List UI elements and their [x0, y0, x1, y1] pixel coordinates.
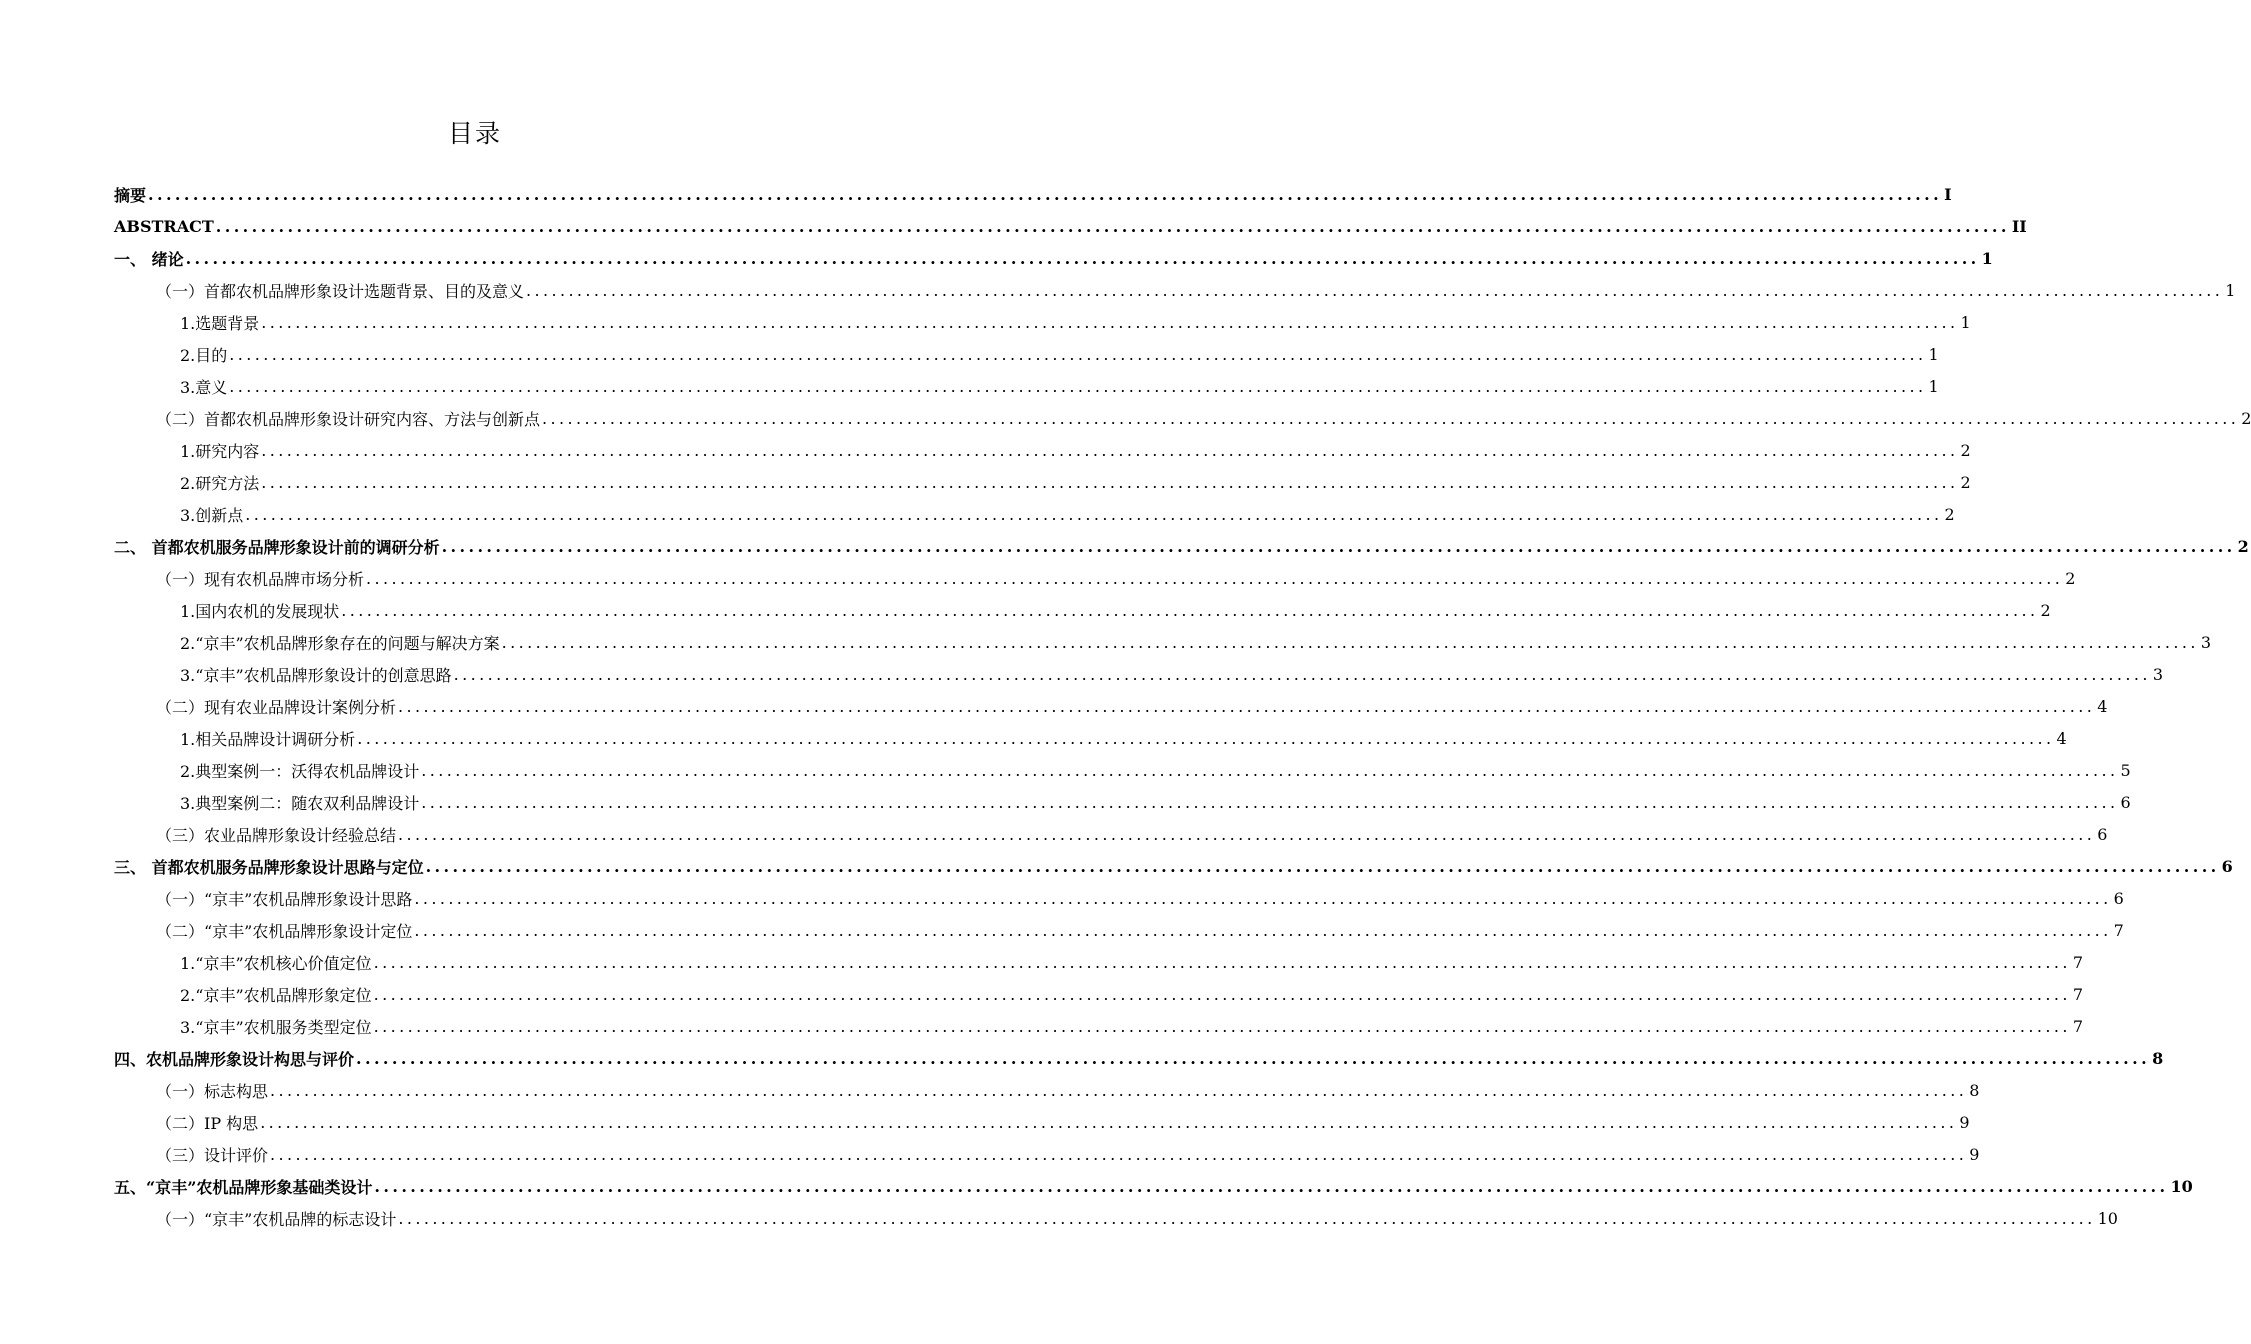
- toc-entry-label: 1.选题背景: [180, 313, 260, 333]
- toc-entry-page: 2: [1960, 472, 1971, 492]
- toc-leader-dots: ........................................................................................................................................................................................................: [441, 536, 2236, 556]
- toc-entry-label: 2.“京丰”农机品牌形象存在的问题与解决方案: [180, 633, 500, 653]
- toc-entry[interactable]: [114, 530, 2249, 562]
- toc-entry-page: 3: [2200, 632, 2212, 652]
- toc-entry-label: （一）标志构思: [156, 1081, 269, 1101]
- toc-entry-page: 1: [1928, 376, 1939, 396]
- toc-entry-page: 2: [1960, 440, 1971, 460]
- toc-entry-label: 2.典型案例一：沃得农机品牌设计: [180, 761, 420, 781]
- toc-entry-page: 8: [1969, 1080, 1980, 1100]
- toc-entry-label: 2.目的: [180, 345, 228, 365]
- toc-entry[interactable]: [114, 466, 1971, 498]
- toc-entry-page: 10: [2170, 1176, 2193, 1196]
- toc-leader-dots: ........................................................................................................................................................................................................: [229, 376, 1927, 396]
- toc-leader-dots: ........................................................................................................................................................................................................: [270, 1080, 1968, 1100]
- toc-entry[interactable]: [114, 562, 2076, 594]
- toc-entry-page: 2: [1944, 504, 1955, 524]
- toc-entry-page: 6: [2120, 792, 2131, 812]
- toc-leader-dots: ........................................................................................................................................................................................................: [542, 408, 2240, 428]
- toc-leader-dots: ........................................................................................................................................................................................................: [215, 216, 2010, 236]
- toc-entry[interactable]: [114, 498, 1955, 530]
- toc-leader-dots: ........................................................................................................................................................................................................: [357, 728, 2055, 748]
- toc-entry[interactable]: [114, 594, 2051, 626]
- toc-entry-page: I: [1944, 184, 1952, 204]
- toc-entry-page: 1: [1981, 248, 1993, 268]
- toc-entry-page: 6: [2221, 856, 2233, 876]
- toc-entry[interactable]: [114, 978, 2084, 1010]
- toc-entry[interactable]: [114, 722, 2067, 754]
- toc-leader-dots: ........................................................................................................................................................................................................: [398, 696, 2096, 716]
- toc-entry-label: （一）首都农机品牌形象设计选题背景、目的及意义: [156, 281, 525, 301]
- toc-entry-label: 3.创新点: [180, 505, 244, 525]
- toc-leader-dots: ........................................................................................................................................................................................................: [260, 1112, 1958, 1132]
- toc-entry-page: 10: [2097, 1208, 2118, 1228]
- toc-leader-dots: ........................................................................................................................................................................................................: [398, 824, 2096, 844]
- toc-entry-page: 9: [1959, 1112, 1970, 1132]
- toc-entry-label: 1.国内农机的发展现状: [180, 601, 340, 621]
- toc-leader-dots: ........................................................................................................................................................................................................: [398, 1208, 2096, 1228]
- toc-entry[interactable]: [114, 274, 2236, 306]
- toc-entry[interactable]: [114, 626, 2212, 658]
- toc-entry[interactable]: [114, 914, 2124, 946]
- toc-entry[interactable]: [114, 1170, 2193, 1202]
- toc-leader-dots: ........................................................................................................................................................................................................: [425, 856, 2220, 876]
- toc-entry-label: （二）首都农机品牌形象设计研究内容、方法与创新点: [156, 409, 541, 429]
- toc-leader-dots: ........................................................................................................................................................................................................: [373, 952, 2071, 972]
- toc-leader-dots: ........................................................................................................................................................................................................: [526, 280, 2224, 300]
- toc-entry-label: （三）设计评价: [156, 1145, 269, 1165]
- toc-entry[interactable]: [114, 1010, 2084, 1042]
- toc-entry[interactable]: [114, 1074, 1980, 1106]
- toc-leader-dots: ........................................................................................................................................................................................................: [453, 664, 2151, 684]
- toc-entry-page: 7: [2113, 920, 2124, 940]
- toc-entry[interactable]: [114, 370, 1939, 402]
- toc-entry-label: （一）“京丰”农机品牌形象设计思路: [156, 889, 413, 909]
- toc-entry-page: 4: [2097, 696, 2108, 716]
- toc-leader-dots: ........................................................................................................................................................................................................: [229, 344, 1927, 364]
- toc-entry-page: 2: [2040, 600, 2051, 620]
- toc-entry[interactable]: [114, 1202, 2118, 1234]
- toc-entry-label: 3.典型案例二：随农双利品牌设计: [180, 793, 420, 813]
- toc-entry-label: 1.相关品牌设计调研分析: [180, 729, 356, 749]
- toc-leader-dots: ........................................................................................................................................................................................................: [148, 184, 1943, 204]
- toc-entry-label: 一、 绪论: [114, 249, 184, 269]
- toc-entry-label: （二）现有农业品牌设计案例分析: [156, 697, 397, 717]
- toc-entry-label: （一）“京丰”农机品牌的标志设计: [156, 1209, 397, 1229]
- toc-entry-label: 三、 首都农机服务品牌形象设计思路与定位: [114, 857, 424, 877]
- toc-leader-dots: ........................................................................................................................................................................................................: [374, 1176, 2169, 1196]
- toc-leader-dots: ........................................................................................................................................................................................................: [414, 920, 2112, 940]
- toc-entry-label: 1.“京丰”农机核心价值定位: [180, 953, 372, 973]
- toc-entry-label: 2.研究方法: [180, 473, 260, 493]
- toc-leader-dots: ........................................................................................................................................................................................................: [501, 632, 2199, 652]
- toc-entry[interactable]: [114, 754, 2131, 786]
- toc-leader-dots: ........................................................................................................................................................................................................: [373, 1016, 2071, 1036]
- toc-entry-page: 2: [2237, 536, 2249, 556]
- toc-leader-dots: ........................................................................................................................................................................................................: [341, 600, 2039, 620]
- toc-entry[interactable]: [114, 882, 2124, 914]
- toc-entry[interactable]: [114, 818, 2108, 850]
- toc-leader-dots: ........................................................................................................................................................................................................: [421, 760, 2119, 780]
- toc-entry[interactable]: [114, 1042, 2164, 1074]
- toc-entry-label: 2.“京丰”农机品牌形象定位: [180, 985, 372, 1005]
- toc-leader-dots: ........................................................................................................................................................................................................: [261, 312, 1959, 332]
- page-title: 目录: [447, 119, 502, 148]
- toc-entry-label: （三）农业品牌形象设计经验总结: [156, 825, 397, 845]
- toc-entry-page: 6: [2113, 888, 2124, 908]
- toc-leader-dots: ........................................................................................................................................................................................................: [421, 792, 2119, 812]
- toc-entry[interactable]: [114, 338, 1939, 370]
- toc-entry-page: 1: [1960, 312, 1971, 332]
- toc-entry[interactable]: [114, 690, 2108, 722]
- toc-entry-page: 2: [2241, 408, 2251, 428]
- toc-leader-dots: ........................................................................................................................................................................................................: [366, 568, 2064, 588]
- toc-entry-label: 四、农机品牌形象设计构思与评价: [114, 1049, 355, 1069]
- toc-entry-page: 3: [2152, 664, 2164, 684]
- toc-entry[interactable]: [114, 210, 2027, 242]
- toc-entry-label: 五、“京丰”农机品牌形象基础类设计: [114, 1177, 373, 1197]
- toc-entry[interactable]: [114, 402, 2251, 434]
- toc-entry-page: 5: [2120, 760, 2131, 780]
- toc-entry-page: 1: [1928, 344, 1939, 364]
- toc-entry-label: （一）现有农机品牌市场分析: [156, 569, 365, 589]
- toc-leader-dots: ........................................................................................................................................................................................................: [356, 1048, 2151, 1068]
- toc-entry-page: II: [2011, 216, 2027, 236]
- toc-entry[interactable]: [114, 434, 1971, 466]
- toc-entry-page: 4: [2056, 728, 2067, 748]
- toc-entry-page: 1: [2225, 280, 2236, 300]
- toc-leader-dots: ........................................................................................................................................................................................................: [185, 248, 1980, 268]
- toc-entry[interactable]: [114, 178, 1952, 210]
- toc-entry-page: 7: [2072, 984, 2084, 1004]
- toc-entry-page: 6: [2097, 824, 2108, 844]
- toc-entry-page: 7: [2072, 1016, 2084, 1036]
- toc-entry-label: 摘要: [114, 185, 147, 205]
- toc-entry-page: 7: [2072, 952, 2084, 972]
- toc-entry-label: 3.“京丰”农机品牌形象设计的创意思路: [180, 665, 452, 685]
- toc-entry[interactable]: [114, 786, 2131, 818]
- toc-entry[interactable]: [114, 1138, 1980, 1170]
- toc-entry[interactable]: [114, 946, 2084, 978]
- toc-entry-label: ABSTRACT: [114, 216, 214, 236]
- toc-entry[interactable]: [114, 242, 1993, 274]
- toc-entry-label: （二）“京丰”农机品牌形象设计定位: [156, 921, 413, 941]
- toc-leader-dots: ........................................................................................................................................................................................................: [245, 504, 1943, 524]
- toc-entry[interactable]: [114, 306, 1971, 338]
- toc-entry-page: 9: [1969, 1144, 1980, 1164]
- toc-leader-dots: ........................................................................................................................................................................................................: [414, 888, 2112, 908]
- toc-entry[interactable]: [114, 850, 2233, 882]
- toc-entry-page: 2: [2065, 568, 2076, 588]
- toc-entry-label: 二、 首都农机服务品牌形象设计前的调研分析: [114, 537, 440, 557]
- toc-entry[interactable]: [114, 658, 2164, 690]
- toc-leader-dots: ........................................................................................................................................................................................................: [270, 1144, 1968, 1164]
- toc-entry-label: 3.意义: [180, 377, 228, 397]
- table-of-contents: [114, 178, 2251, 1234]
- toc-entry[interactable]: [114, 1106, 1970, 1138]
- toc-entry-label: （二）IP 构思: [156, 1113, 259, 1133]
- toc-entry-page: 8: [2152, 1048, 2164, 1068]
- toc-leader-dots: ........................................................................................................................................................................................................: [373, 984, 2071, 1004]
- toc-entry-label: 3.“京丰”农机服务类型定位: [180, 1017, 372, 1037]
- toc-leader-dots: ........................................................................................................................................................................................................: [261, 472, 1959, 492]
- toc-entry-label: 1.研究内容: [180, 441, 260, 461]
- toc-leader-dots: ........................................................................................................................................................................................................: [261, 440, 1959, 460]
